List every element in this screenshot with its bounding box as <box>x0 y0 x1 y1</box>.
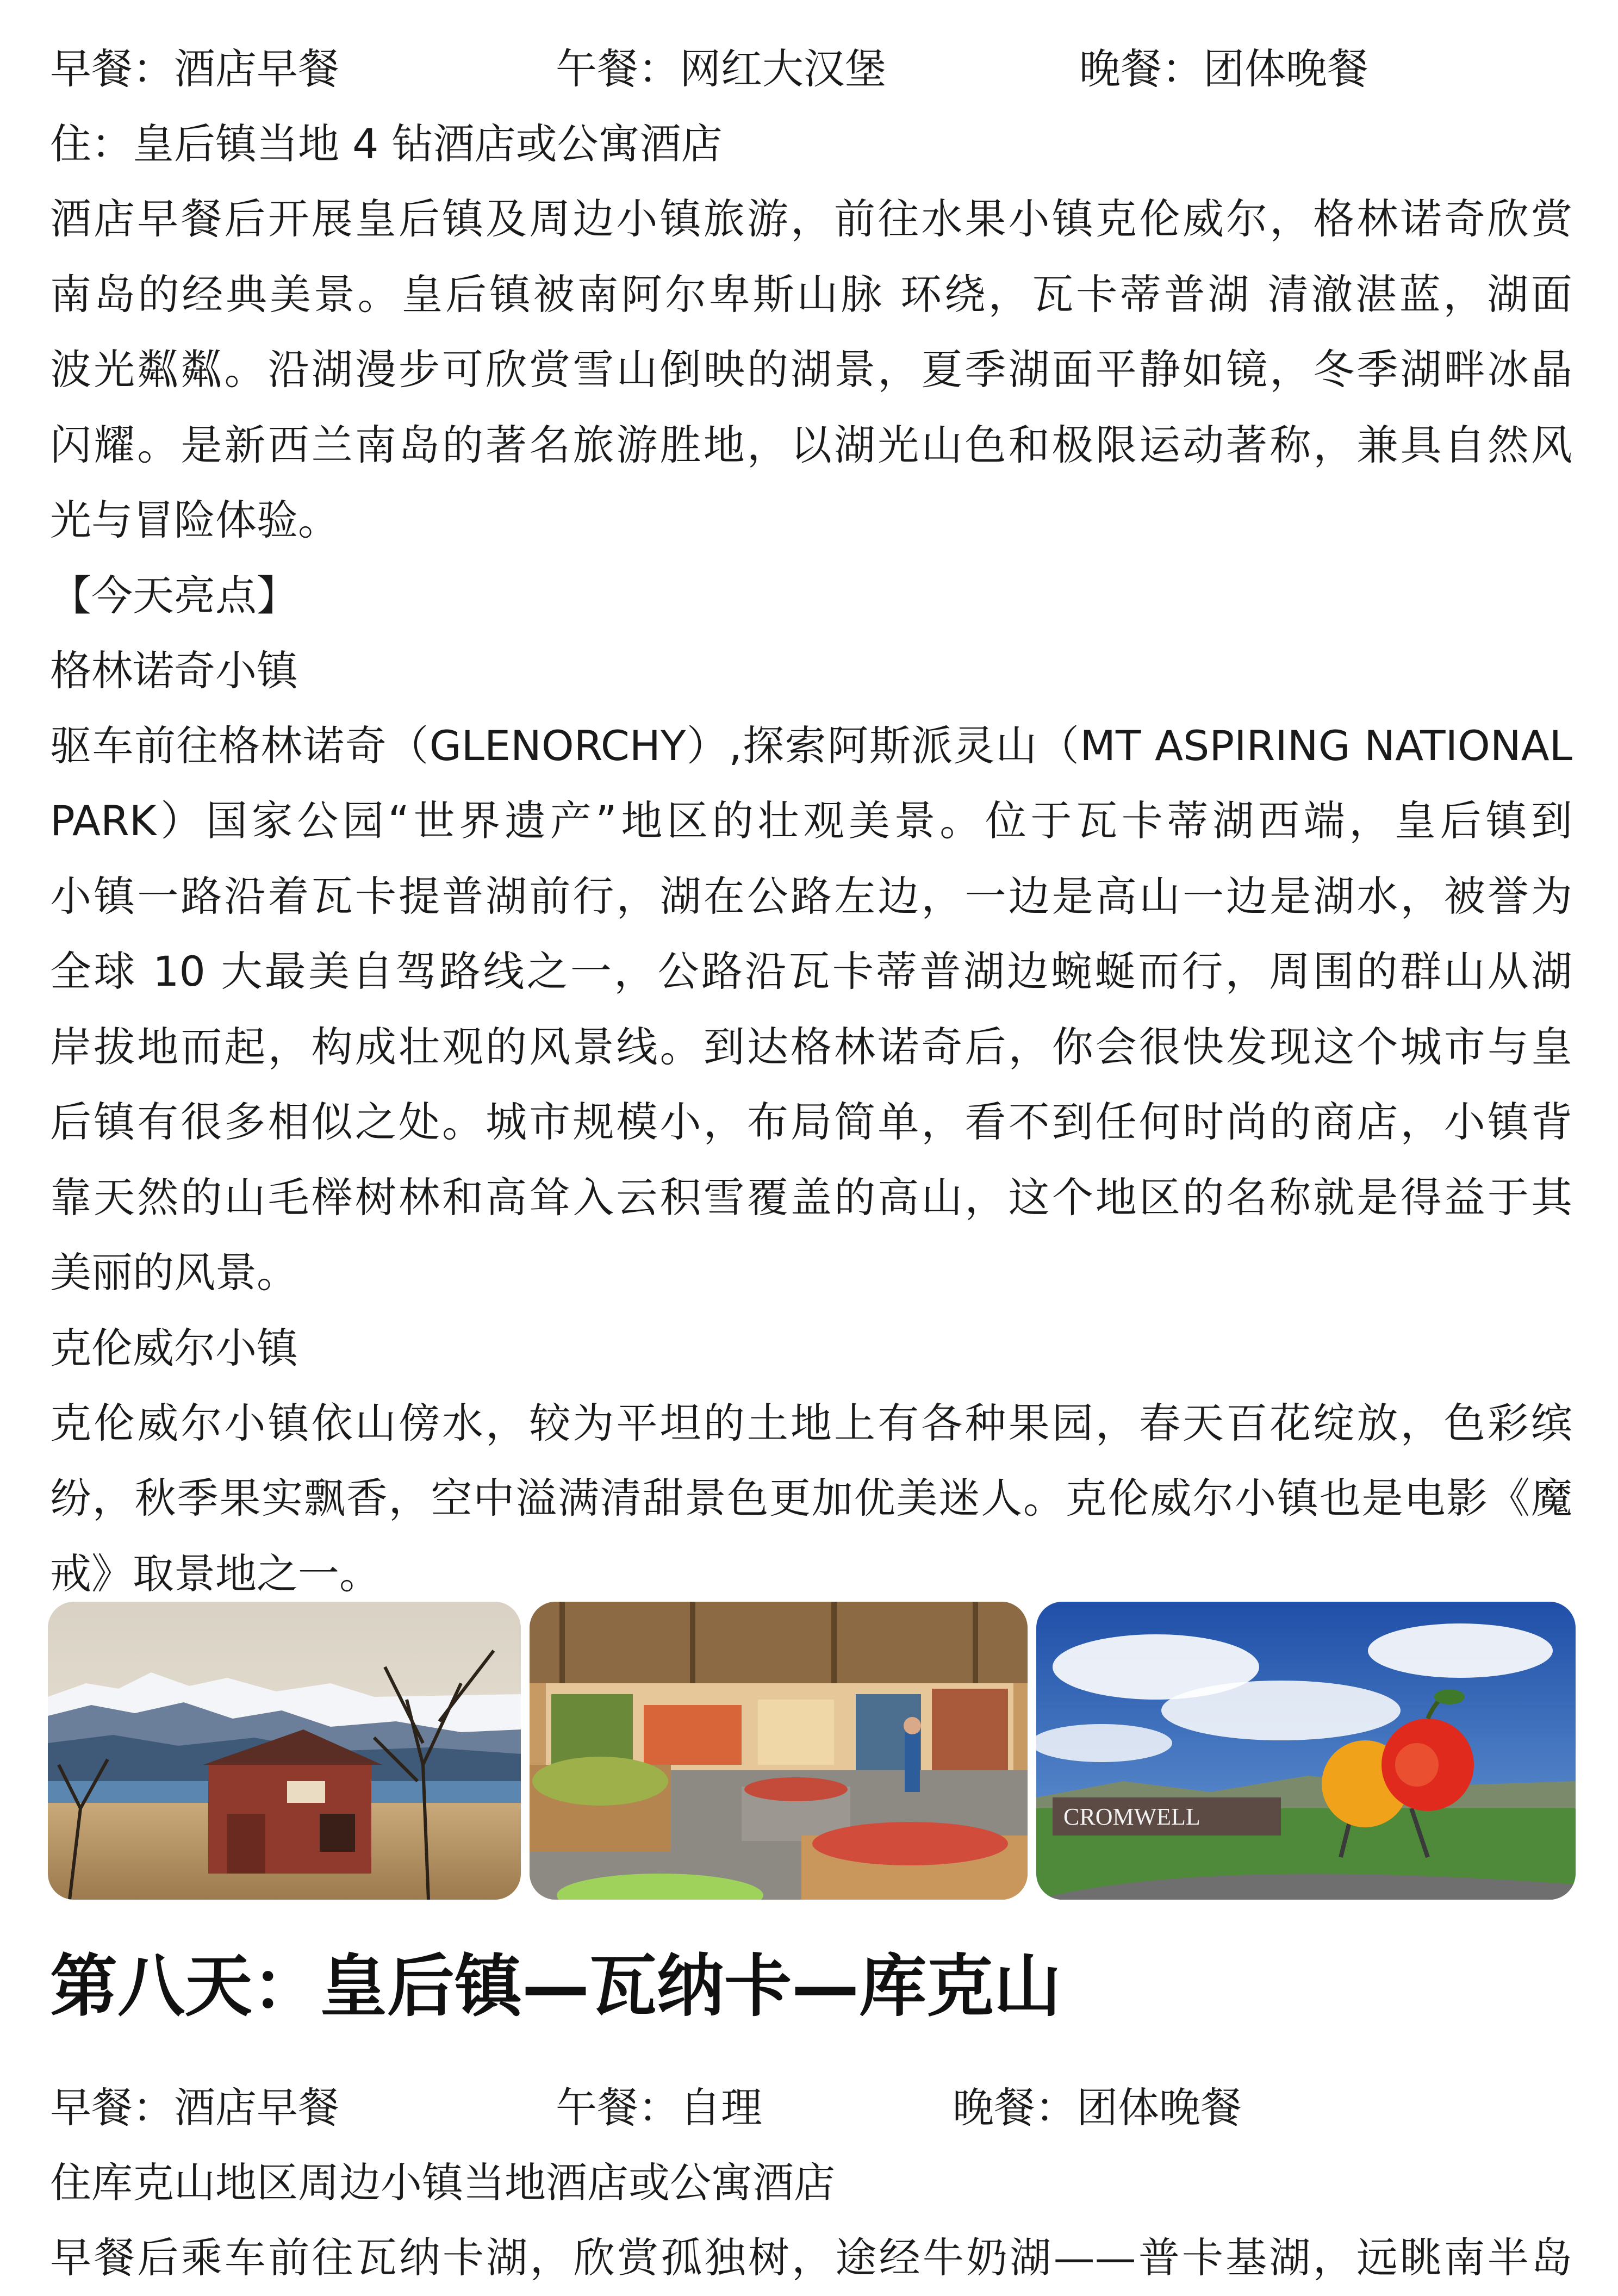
fruit-market-photo <box>530 1602 1028 1900</box>
text-line: 光与冒险体验。 <box>50 496 339 544</box>
day7-stay: 住：皇后镇当地 4 钻酒店或公寓酒店 <box>50 120 723 168</box>
text-line: 美丽的风景。 <box>50 1248 298 1297</box>
day8-stay: 住库克山地区周边小镇当地酒店或公寓酒店 <box>50 2158 835 2207</box>
glenorchy-shed-photo <box>48 1602 521 1900</box>
dinner-text: 晚餐：团体晚餐 <box>1079 45 1368 93</box>
day8-meals <box>50 2070 1572 2145</box>
glenorchy-title: 格林诺奇小镇 <box>50 646 298 695</box>
glenorchy-description <box>50 708 1572 1311</box>
text-line: 克伦威尔小镇依山傍水，较为平坦的土地上有各种果园，春天百花绽放，色彩缤 <box>50 1398 1572 1447</box>
day8-section <box>50 2070 1572 2296</box>
highlights-label: 【今天亮点】 <box>50 571 298 620</box>
text-line: 驱车前往格林诺奇（GLENORCHY）,探索阿斯派灵山（MT ASPIRING NATIONAL <box>50 721 1572 770</box>
text-line: 纷，秋季果实飘香，空中溢满清甜景色更加优美迷人。克伦威尔小镇也是电影《魔 <box>50 1474 1572 1522</box>
text-line: PARK）国家公园“世界遗产”地区的壮观美景。位于瓦卡蒂湖西端，皇后镇到 <box>50 797 1572 845</box>
cromwell-description <box>50 1386 1572 1612</box>
text-line: 戒》取景地之一。 <box>50 1549 381 1598</box>
photo-strip <box>48 1602 1576 1900</box>
cromwell-fruit-sculpture-photo <box>1036 1602 1576 1900</box>
text-line: 后镇有很多相似之处。城市规模小，布局简单，看不到任何时尚的商店，小镇背 <box>50 1098 1572 1146</box>
breakfast-text: 早餐：酒店早餐 <box>50 45 339 93</box>
text-line: 小镇一路沿着瓦卡提普湖前行，湖在公路左边，一边是高山一边是湖水，被誉为 <box>50 872 1572 920</box>
lunch-text: 午餐：网红大汉堡 <box>556 45 886 93</box>
text-line: 波光粼粼。沿湖漫步可欣赏雪山倒映的湖景，夏季湖面平静如镜，冬季湖畔冰晶 <box>50 345 1572 394</box>
lunch-text: 午餐：自理 <box>556 2083 762 2132</box>
breakfast-text: 早餐：酒店早餐 <box>50 2083 339 2132</box>
text-line: 南岛的经典美景。皇后镇被南阿尔卑斯山脉 环绕，瓦卡蒂普湖 清澈湛蓝，湖面 <box>50 270 1572 319</box>
day7-section <box>50 32 1572 1611</box>
day8-heading: 第八天：皇后镇—瓦纳卡—库克山 <box>50 1947 1062 2026</box>
text-line: 闪耀。是新西兰南岛的著名旅游胜地，以湖光山色和极限运动著称，兼具自然风 <box>50 420 1572 469</box>
dinner-text: 晚餐：团体晚餐 <box>953 2083 1242 2132</box>
text-line: 岸拔地而起，构成壮观的风景线。到达格林诺奇后，你会很快发现这个城市与皇 <box>50 1022 1572 1071</box>
text-line: 酒店早餐后开展皇后镇及周边小镇旅游，前往水果小镇克伦威尔，格林诺奇欣赏 <box>50 195 1572 243</box>
text-line: 全球 10 大最美自驾路线之一，公路沿瓦卡蒂普湖边蜿蜒而行，周围的群山从湖 <box>50 947 1572 995</box>
day7-meals <box>50 32 1572 107</box>
day8-intro <box>50 2220 1572 2296</box>
cromwell-title: 克伦威尔小镇 <box>50 1323 298 1372</box>
text-line: 早餐后乘车前往瓦纳卡湖，欣赏孤独树，途经牛奶湖——普卡基湖，远眺南半岛 <box>50 2233 1572 2282</box>
day7-intro <box>50 182 1572 558</box>
cromwell-sign-text: CROMWELL <box>1063 1803 1200 1830</box>
text-line: 靠天然的山毛榉树林和高耸入云积雪覆盖的高山，这个地区的名称就是得益于其 <box>50 1173 1572 1222</box>
